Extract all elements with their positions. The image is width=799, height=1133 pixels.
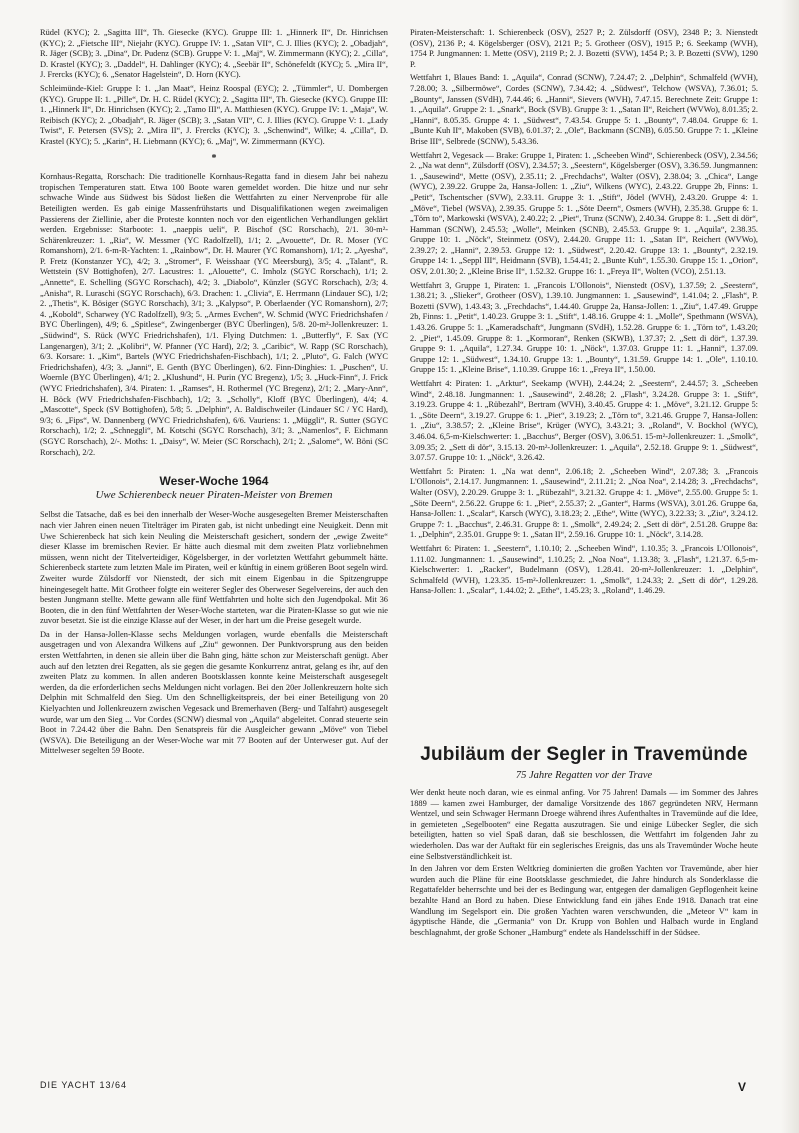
left-column	[40, 28, 388, 1078]
jubilee-title: Jubiläum der Segler in Travemünde	[420, 744, 748, 765]
jubilee-paragraph: Wer denkt heute noch daran, wie es einmal anfing. Vor 75 Jahren! Damals — im Sommer des Jahres 1889 — kamen zwei Hamburger, der damalige Vorsitzende des 1867 gegründeten NRV, Hermann Wentzel, und sein Schwager Hermann Droege während ihres Aufenthaltes in Travemünde auf die Idee, in gemieteten „Segelbooten“ eine Regatta auszutragen. Sie und einige Lübecker Segler, die sich beteiligten, hatten so viel Spaß daran, daß sie beschlossen, die Wettfahrt im folgenden Jahr zu wiederholen. Das war der Auftakt für ein seglerisches Ereignis, das uns als Travemünder Woche heute eine Selbstverständlichkeit ist.	[410, 788, 758, 861]
article-paragraph: Da in der Hansa-Jollen-Klasse sechs Meldungen vorlagen, wurde ebenfalls die Meisterschaft ausgetragen und von Alexandra Wilkens auf „Ziu“ gewonnen. Der Punktvorsprung aus den beiden ersten Wettfahrten, in denen sie allein über die Bahn ging, hätte schon zur Meisterschaft genügt. Aber auch auf den letzten drei Regatten, als sie gegen die gesamte Konkurrenz antrat, gelang es ihr, auf den zweiten Platz zu kommen. In allen anderen Bootsklassen konnte keine Meisterschaft ausgesegelt werden, da die erforderlichen sechs Meldungen nicht vorlagen. Bei den 20er Jollenkreuzern holte sich Delphin mit Schmalfeld den Sieg. Um den Schnelligkeitspreis, der bei einer Beteiligung von 20 Kielyachten und Jollenkreuzern zwischen Vegesack und Bremerhaven (Berg- und Talfahrt) ausgesegelt wurde, war um den Sieg ... Vor Cordes (SCNW) diesmal von „Aquila“ abgeleitet. Conrad steuerte sein Boot in 7.24.42 über die Bahn. Den Senatspreis für die Ausgleicher gewann „Möve“ von Tiebel (WSVA). Die Beteiligung an der Weser-Woche war mit 77 Booten auf der Unterweser gut. Auf der Mittelweser segelten 59 Boote.	[40, 629, 388, 756]
results-paragraph: Rüdel (KYC); 2. „Sagitta III“, Th. Giesecke (KYC). Gruppe III: 1. „Hinnerk II“, Dr. Hinrichsen (KYC); 2. „Fietsche III“, Niejahr (KYC). Gruppe IV: 1. „Satan VII“, C. J. Illies (KYC); 2. „Obadjah“, R. Jäger (SCB); 3. „Dina“, Dr. Pudenz (SCB). Gruppe V: 1. „Maj“, W. Zimmermann (KYC); 2. „Cilla“, D. Krastel (KYC); 3. „Daddel“, H. Dahlinger (KYC); 4. „Seebär II“, Schönefeldt (KYC); 5. „Mira II“, J. Frercks (KYC); 6. „Senator Hagelstein“, D. Horn (KYC).	[40, 28, 388, 80]
page-number: V	[738, 1080, 747, 1094]
article-paragraph: Selbst die Tatsache, daß es bei den innerhalb der Weser-Woche ausgesegelten Bremer Meisterschaften nach vier Jahren einen neuen Titelträger im Piraten gab, ist nicht unbedingt eine Neuigkeit. Denn mit Uwe Schierenbeck hat sich kein Neuling die Meisterschaft gesichert, sondern der „ewige Zweite“ dieser Klasse im bremischen Revier. Er hätte auch diesmal mit dem zweiten Platz vorliebnehmen müssen, wenn nicht der Titelverteidiger, Kögelsberger, in der vorletzten Wettfahrt gebummelt hätte. Schierenbeck startete zum letzten Male im Piraten, weil er künftig in einem größeren Boot segeln wird. Zweiter wurde Zülsdorff vor Nienstedt, der sich mit einem Eigenbau in die Spitzengruppe hineingesegelt hatte. Mit Grotheer folgte ein weiterer Segler des Oberweser Segelvereins, der auch den besten Jungmann stellte. Mette gewann alle fünf Wettfahrten und holte sich den Jugendpokal. Mit 36 Booten, die in den fünf Wettfahrten der Weser-Woche starteten, war die Piraten-Klasse so gut wie nie zuvor besetzt. Sie ist die einzige Klasse auf der Weser, in der hart um die Preise gesegelt wurde.	[40, 510, 388, 626]
jubilee-body	[410, 788, 758, 1068]
results-paragraph: Kornhaus-Regatta, Rorschach: Die traditionelle Kornhaus-Regatta fand in diesem Jahr bei nahezu tropischen Temperaturen statt. Etwa 100 Boote waren gemeldet worden. Die hitze und nur sehr schwache Winde aus Südwest bis Südost ließen die Wettfahrten zu einer Nervenprobe für alle Beteiligten werden. Es gab einige Massenfrühstarts und Disqualifikationen wegen zweimaligen Passierens der Ziellinie, aber die Proteste konnten noch vor den eigentlichen Verhandlungen geklärt werden. Ergebnisse: Starboote: 1. „naeppis ueli“, P. Bischof (SC Rorschach), 2/1. 30-m²-Schärenkreuzer: 1. „Ria“, W. Messmer (YC Radolfzell), 1/1; 2. „Avouette“, Dr. R. Moser (YC Romanshorn), 2/1. 6-m-R-Yachten: 1. „Rainbow“, Dr. H. Maurer (YC Romanshorn), 1/1; 2. „Ayesha“, P. Fretz (Konstanzer YC), 4/2; 3. „Stromer“, F. Weisshaar (YC Meersburg), 3/5; 4. „Talant“, R. Wettstein (SV Bottighofen), 2/7. Lacustres: 1. „Alouette“, C. Imholz (SGYC Rorschach), 1/1; 2. „Annette“, E. Schelling (SGYC Rorschach), 4/2; 3. „Diabolo“, Künzler (SGYC Rorschach), 2/3; 4. „Anisha“, R. Luraschi (SGYC Rorschach), 6/3. Drachen: 1. „Clivia“, E. Herrmann (Lindauer SC), 1/2; 2. „Thetis“, K. Bösiger (SGYC Rorschach), 3/1; 3. „Kalypso“, P. Oberlaender (YC Romanshorn), 2/7; 4. „Kobold“, Scharwey (YC Radolfzell), 9/3; 5. „Armes Evchen“, W. Schmid (WYC Friedrichshafen / BYC Überlingen), 4/9; 6. „Spitlese“, Zwingenberger (BYC Überlingen), 5/8. 20-m²-Jollenkreuzer: 1. „Südwind“, S. Rück (WYC Friedrichshafen), 1/1. Flying Dutchmen: 1. „Butterfly“, F. Sax (YC Langenargen), 3/1; 2. „Kolibri“, W. Pfanner (YC Hard), 2/2; 3. „Caribic“, W. Rapp (SC Rorschach), 6/3. Korsare: 1. „Kim“, Bartels (WYC Friedrichshafen-Fischbach), 1/1; 2. „Pluto“, G. Falch (WYC Friedrichshafen), 4/3; 3. „Janni“, E. Genth (BYC Überlingen), 6/2. Finn-Dinghies: 1. „Puschen“, U. Woernle (BYC Überlingen), 4/1; 2. „Klushund“, H. Purin (YC Bregenz), 1/5; 3. „Huck-Finn“, J. Frick (WYC Friedrichshafen), 3/4. Piraten: 1. „Ramses“, H. Rothermel (YC Bregenz), 2/1; 2. „Mary-Ann“, H. Böck (WV Friedrichshafen-Fischbach), 1/2; 3. „Scholly“, Kloff (BYC Überlingen), 4/4; 4. „Mascotte“, Speck (SV Bottighofen), 5/8; 5. „Delphin“, A. Baldischweiler (Lindauer SC / YC Hard), 9/3; 6. „Fips“, W. Dannenberg (WYC Friedrichshafen), 6/6. Vauriens: 1. „Müggli“, R. Sutter (SGYC Rorschach), 1/2; 2. „Schneggli“, M. Kotschi (SGYC Rorschach), 3/1; 3. „Namenlos“, F. Eichmann (SGYC Rorschach), 2/-. Moths: 1. „Daisy“, W. Meier (SC Rorschach), 2/1; 2. „Salome“, W. Böni (SC Rorschach), 2/2.	[40, 172, 388, 457]
results-paragraph: Wettfahrt 2, Vegesack — Brake: Gruppe 1, Piraten: 1. „Scheeben Wind“, Schierenbeck (OSV), 2.34.56; 2. „Na wat denn“, Zülsdorff (OSV), 2.34.57; 3. „Seestern“, Kögelsberger (OSV), 3.36.59. Jungmannen: 1. „Sausewind“, Mette (OSV), 2.35.11; 2. „Frechdachs“, Walter (OSV), 2.38.04; 3. „Chica“, Lange (WYC), 2.39.22. Gruppe 2a, Hansa-Jollen: 1. „Ziu“, Wilkens (WYC), 2.43.22. Gruppe 2b, Finns: 1. „Petit“, Tschentscher (SVW), 2.33.11. Gruppe 3: 1. „Stift“, Jödel (WVH), 2.43.20. Gruppe 4: 1. „Möve“, Tiebel (WSVA), 2.39.35. Gruppe 5: 1. „Söte Deern“, Osmers (WVH), 2.35.38. Gruppe 6: 1. „Törn to“, Markowski (WSVA), 2.40.22; 2. „Piet“, Trunz (SCNW), 2.40.34. Gruppe 8: 1. „Sett di dör“, Hamman (SCNW), 2.45.53; „Wolle“, Meinken (SCNB), 2.45.53. Gruppe 9: 1. „Aquila“, 2.38.35. Gruppe 10: 1. „Nöck“, Steinmetz (OSV), 2.44.20. Gruppe 11: 1. „Satan II“, Reichert (WVWo), 2.39.27; 2. „Hanni“, 2.39.53. Gruppe 12: 1. „Südwest“, 2.20.42. Gruppe 13: 1. „Bounty“, 2.32.19. Gruppe 14: 1. „Seppl III“, Heidmann (SVB), 1.54.41; 2. „Bunte Kuh“, 1.55.30. Gruppe 15: 1. „Orion“, OSV, 2.01.30; 2. „Kleine Brise II“, 1.52.32. Gruppe 16: 1. „Freya II“, Wolten (VCO), 2.51.13.	[410, 150, 758, 277]
results-paragraph: Wettfahrt 1, Blaues Band: 1. „Aquila“, Conrad (SCNW), 7.24.47; 2. „Delphin“, Schmalfeld (WVH), 7.28.00; 3. „Silbermöwe“, Cordes (SCNW), 7.34.42; 4. „Südwest“, Telchow (WSVA), 7.36.01; 5. „Bounty“, Janssen (SVdH), 7.44.46; 6. „Hanni“, Sievers (WVH), 7.47.15. Berechnete Zeit: Gruppe 1: 1. „Aquila“. Gruppe 2: 1. „Snark“, Bock (SVB). Gruppe 3: 1. „Satan II“, Reichert (WVWo), 8.01.35; 2. „Hanni“, 8.05.35. Gruppe 4: 1. „Südwest“, 7.43.54. Gruppe 5: 1. „Bounty“, 7.48.04. Gruppe 6: 1. „Bunte Kuh II“, Makoben (SVB), 6.01.37; 2. „Ole“, Backmann (SCNB), 6.05.50. Gruppe 7: 1. „Kleine Brise III“, Selbrede (SCNW), 5.43.36.	[410, 73, 758, 146]
article-subtitle: Uwe Schierenbeck neuer Piraten-Meister von Bremen	[95, 488, 333, 501]
results-paragraph: Wettfahrt 6: Piraten: 1. „Seestern“, 1.10.10; 2. „Scheeben Wind“, 1.10.35; 3. „Francois L'Ollonois“, 1.11.02. Jungmannen: 1. „Sausewind“, 1.10.25; 2. „Noa Noa“, 1.13.38; 3. „Flash“, 1.21.37. 6,5-m-Kielschwerter: 1. „Racker“, Budelmann (OSV), 1.28.41. 20-m²-Jollenkreuzer: 1. „Delphin“, Schmalfeld (WVH), 1.23.35. 15-m²-Jollenkreuzer: 1. „Smolk“, 1.24.33; 2. „Sett di dör“, 1.29.28. Hansa-Jollen: 1. „Scalar“, 1.44.02; 2. „Ethe“, 1.45.23; 3. „Roland“, 1.46.29.	[410, 543, 758, 596]
results-paragraph: Wettfahrt 4: Piraten: 1. „Arktur“, Seekamp (WVH), 2.44.24; 2. „Seestern“, 2.44.57; 3. „Scheeben Wind“, 2.48.18. Jungmannen: 1. „Sausewind“, 2.48.28; 2. „Flash“, 3.24.28. Gruppe 3: 1. „Stift“, 3.19.23. Gruppe 4: 1. „Rübezahl“, Bertram (WVH), 3.40.45. Gruppe 4: 1. „Möve“, 3.21.12. Gruppe 5: 1. „Söte Deern“, 3.19.27. Gruppe 6: 1. „Piet“, 3.19.23; 2. „Törn to“, 3.21.46. Gruppe 7, Hansa-Jollen: 1. „Ziu“, 3.38.57; 2. „Kleine Brise“, Krüger (WYC), 3.43.21; 3. „Roland“, V. Bockhol (WYC), 3.46.04. 6,5-m-Kielschwerter: 1. „Bacchus“, Berger (OSV), 3.06.51. 15-m²-Jollenkreuzer: 1. „Smolk“, 3.09.35; 2. „Sett di dör“, 3.15.13. 20-m²-Jollenkreuzer: 1. „Aquila“, 2.52.18. Gruppe 9: 1. „Südwest“, 3.07.57. Gruppe 10: 1. „Nöck“, 3.26.42.	[410, 379, 758, 463]
jubilee-subtitle: 75 Jahre Regatten vor der Trave	[515, 770, 653, 781]
results-paragraph: Piraten-Meisterschaft: 1. Schierenbeck (OSV), 2527 P.; 2. Zülsdorff (OSV), 2348 P.; 3. Nienstedt (OSV), 2136 P.; 4. Kögelsberger (OSV), 2121 P.; 5. Grotheer (OSV), 1915 P.; 6. Seekamp (WVH), 1754 P. Jungmannen: 1. Mette (OSV), 2119 P.; 2. J. Bozetti (SVW), 1454 P.; 3. P. Bozetti (SVW), 1290 P.	[410, 28, 758, 69]
article-title: Weser-Woche 1964	[159, 474, 269, 489]
results-paragraph: Wettfahrt 5: Piraten: 1. „Na wat denn“, 2.06.18; 2. „Scheeben Wind“, 2.07.38; 3. „Francois L'Ollonois“, 2.14.17. Jungmannen: 1. „Sausewind“, 2.11.21; 2. „Noa Noa“, 2.14.28; 3. „Frechdachs“, Walter (OSV), 2.20.29. Gruppe 3: 1. „Rübezahl“, 3.21.32. Gruppe 4: 1. „Möve“, 2.55.00. Gruppe 5: 1. „Söte Deern“, 2.56.22. Gruppe 6: 1. „Piet“, 2.55.37; 2. „Ganter“, Harms (WSVA), 3.01.26. Gruppe 6a, Hansa-Jollen: 1. „Scalar“, Karsch (WYC), 3.18.23; 2. „Ethe“, Witte (WYC), 3.22.33; 3. „Ziu“, 3.24.12. Gruppe 7: 1. „Bacchus“, 2.46.31. Gruppe 8: 1. „Smolk“, 2.49.24; 2. „Sett di dör“, 2.51.28. Gruppe 8a: 1. „Delphin“, 2.35.01. Gruppe 9: 1. „Satan II“, 2.59.16. Gruppe 10: 1. „Nöck“, 3.14.28.	[410, 466, 758, 540]
magazine-footer: DIE YACHT 13/64	[40, 1080, 128, 1090]
jubilee-paragraph: In den Jahren vor dem Ersten Weltkrieg dominierten die großen Yachten vor Travemünde, aber hier wurden auch die Pläne für eine Bootsklasse geschmiedet, die Jahre hindurch als Sonderklasse die Regattafelder beherrschte und bei der es Bedingung war, entgegen der damaligen Gepflogenheit keine bezahlte Hand an Bord zu haben. Diese Entwicklung fand ein jähes Ende 1918. Danach trat eine Wandlung im Segelsport ein. Die großen Yachten waren verschwunden, die „Meteor V“ kam in ägyptische Hände, die „Germania“ von Dr. Krupp von Bohlen und Halbach wurde in England beschlagnahmt, der große Schoner „Hamburg“ endete als Handelsschiff in der Südsee.	[410, 864, 758, 937]
section-separator: *	[211, 152, 217, 164]
right-column	[410, 28, 758, 728]
results-paragraph: Wettfahrt 3, Gruppe 1, Piraten: 1. „Francois L'Ollonois“, Nienstedt (OSV), 1.37.59; 2. „Seestern“, 1.38.21; 3. „Slieker“, Grotheer (OSV), 1.39.10. Jungmannen: 1. „Sausewind“, 1.41.04; 2. „Flash“, P. Bozetti (SVW), 1.43.43; 3. „Frechdachs“, 1.44.40. Gruppe 2a, Hansa-Jollen: 1. „Ziu“, 1.47.49. Gruppe 2b, Finns: 1. „Petit“, 1.40.23. Gruppe 3: 1. „Stift“, 1.48.16. Gruppe 4: 1. „Molle“, Spethmann (WSVA), 1.43.26. Gruppe 5: 1. „Kameradschaft“, Jungmann (SVdH), 1.52.28. Gruppe 6: 1. „Törn to“, 1.43.20; 2. „Piet“, 1.45.09. Gruppe 8: 1. „Kormoran“, Renken (SKWB), 1.37.37; 2. „Sett di dör“, 1.37.39. Gruppe 9: 1. „Aquila“, 1.27.34. Gruppe 10: 1. „Nöck“, 1.37.03. Gruppe 11: 1. „Hanni“, 1.37.09. Gruppe 12: 1. „Südwest“, 1.34.10. Gruppe 13: 1. „Bounty“, 1.31.59. Gruppe 14: 1. „Ole“, 1.10.10. Gruppe 15: 1. „Kleine Brise“, 1.10.39. Gruppe 16: 1. „Freya II“, 1.50.00.	[410, 280, 758, 375]
page-edge-shadow	[781, 0, 799, 1133]
results-paragraph: Schleimünde-Kiel: Gruppe I: 1. „Jan Maat“, Heinz Roospal (EYC); 2. „Tümmler“, U. Dombergen (KYC). Gruppe II: 1. „Pille“, Dr. H. C. Rüdel (KYC); 2. „Sagitta III“, Th. Giesecke (KYC). Gruppe III: 1. „Hinnerk II“, Dr. Hinrichsen (KYC); 2. „Tamo III“, A. Matthiesen (KYC). Gruppe IV: 1. „Maja“, W. Reibisch (KYC); 2. „Obadjah“, R. Jäger (SCB); 3. „Satan VII“, C. J. Illies (KYC). Gruppe V: 1. „Lady Twist“, F. Petersen (SVS); 2. „Mira II“, J. Frercks (KYC); 3. „Schenwind“, Wilke; 4. „Cilla“, D. Krastel (KYC); 5. „Karin“, H. Liebmann (KYC); 6. „Maj“, W. Zimmermann (KYC).	[40, 83, 388, 146]
